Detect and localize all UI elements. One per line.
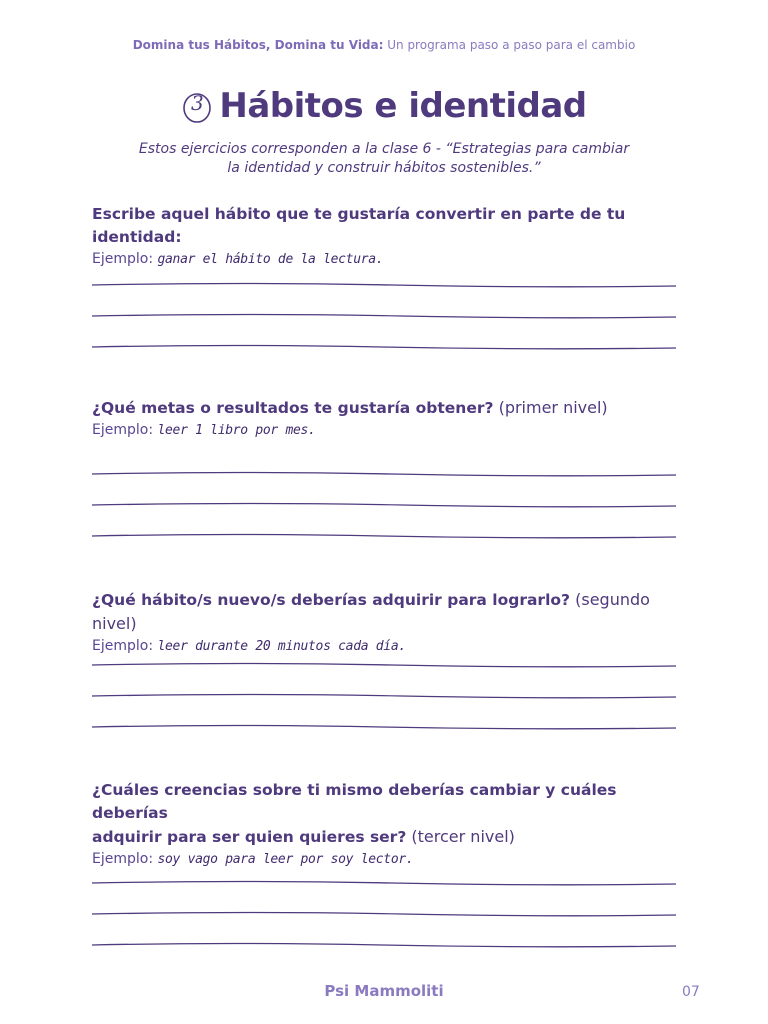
answer-line (92, 695, 676, 698)
section-number-circle-icon (181, 87, 213, 125)
question-text-line-1: ¿Cuáles creencias sobre ti mismo deberías cambiar y cuáles deberías (92, 781, 617, 822)
answer-line (92, 944, 676, 947)
question-level: (tercer nivel) (406, 827, 515, 846)
answer-line (92, 535, 676, 538)
example (92, 251, 682, 267)
footer-brand: Psi Mammoliti (324, 982, 444, 1000)
answer-lines[interactable] (92, 659, 676, 731)
answer-line (92, 882, 676, 885)
answer-line (92, 504, 676, 507)
header-program-subtitle: Un programa paso a paso para el cambio (383, 38, 636, 52)
example (92, 422, 682, 438)
example-text: ganar el hábito de la lectura. (157, 252, 384, 267)
answer-line (92, 913, 676, 916)
subtitle-line-1: Estos ejercicios corresponden a la clase 6 - “Estrategias para cambiar (138, 141, 630, 157)
page-title (0, 86, 768, 126)
example-text: leer durante 20 minutos cada día. (157, 639, 406, 654)
example (92, 851, 682, 867)
example (92, 638, 682, 654)
answer-line (92, 315, 676, 318)
answer-lines[interactable] (92, 877, 676, 949)
answer-line (92, 473, 676, 476)
exercise-question (92, 396, 682, 420)
subtitle-line-2: la identidad y construir hábitos sostenibles.” (227, 160, 541, 176)
section-number: 3 (190, 91, 204, 115)
exercise-1 (92, 203, 682, 267)
question-level: (primer nivel) (493, 398, 608, 417)
question-text-line-2: adquirir para ser quien quieres ser? (92, 828, 407, 846)
exercise-3 (92, 588, 682, 654)
example-text: leer 1 libro por mes. (157, 423, 316, 438)
question-text: ¿Qué hábito/s nuevo/s deberías adquirir para lograrlo? (92, 591, 571, 609)
exercise-4 (92, 779, 682, 867)
page-number: 07 (682, 984, 700, 1000)
header-program-title: Domina tus Hábitos, Domina tu Vida: (132, 38, 384, 52)
title-text: Hábitos e identidad (219, 86, 587, 126)
example-label: Ejemplo: (92, 422, 154, 438)
exercise-question (92, 203, 682, 249)
question-text: Escribe aquel hábito que te gustaría convertir en parte de tu identidad: (92, 205, 626, 246)
answer-line (92, 664, 676, 667)
example-label: Ejemplo: (92, 638, 154, 654)
answer-line (92, 284, 676, 287)
answer-lines[interactable] (92, 468, 676, 540)
running-header (0, 38, 768, 52)
example-text: soy vago para leer por soy lector. (157, 852, 414, 867)
example-label: Ejemplo: (92, 251, 154, 267)
answer-line (92, 726, 676, 729)
exercise-question (92, 588, 682, 636)
question-level: (segundo nivel) (92, 590, 650, 633)
exercise-2 (92, 396, 682, 438)
exercise-question (92, 779, 682, 849)
answer-line (92, 346, 676, 349)
question-text: ¿Qué metas o resultados te gustaría obtener? (92, 399, 494, 417)
answer-lines[interactable] (92, 279, 676, 351)
example-label: Ejemplo: (92, 851, 154, 867)
subtitle (0, 140, 768, 178)
